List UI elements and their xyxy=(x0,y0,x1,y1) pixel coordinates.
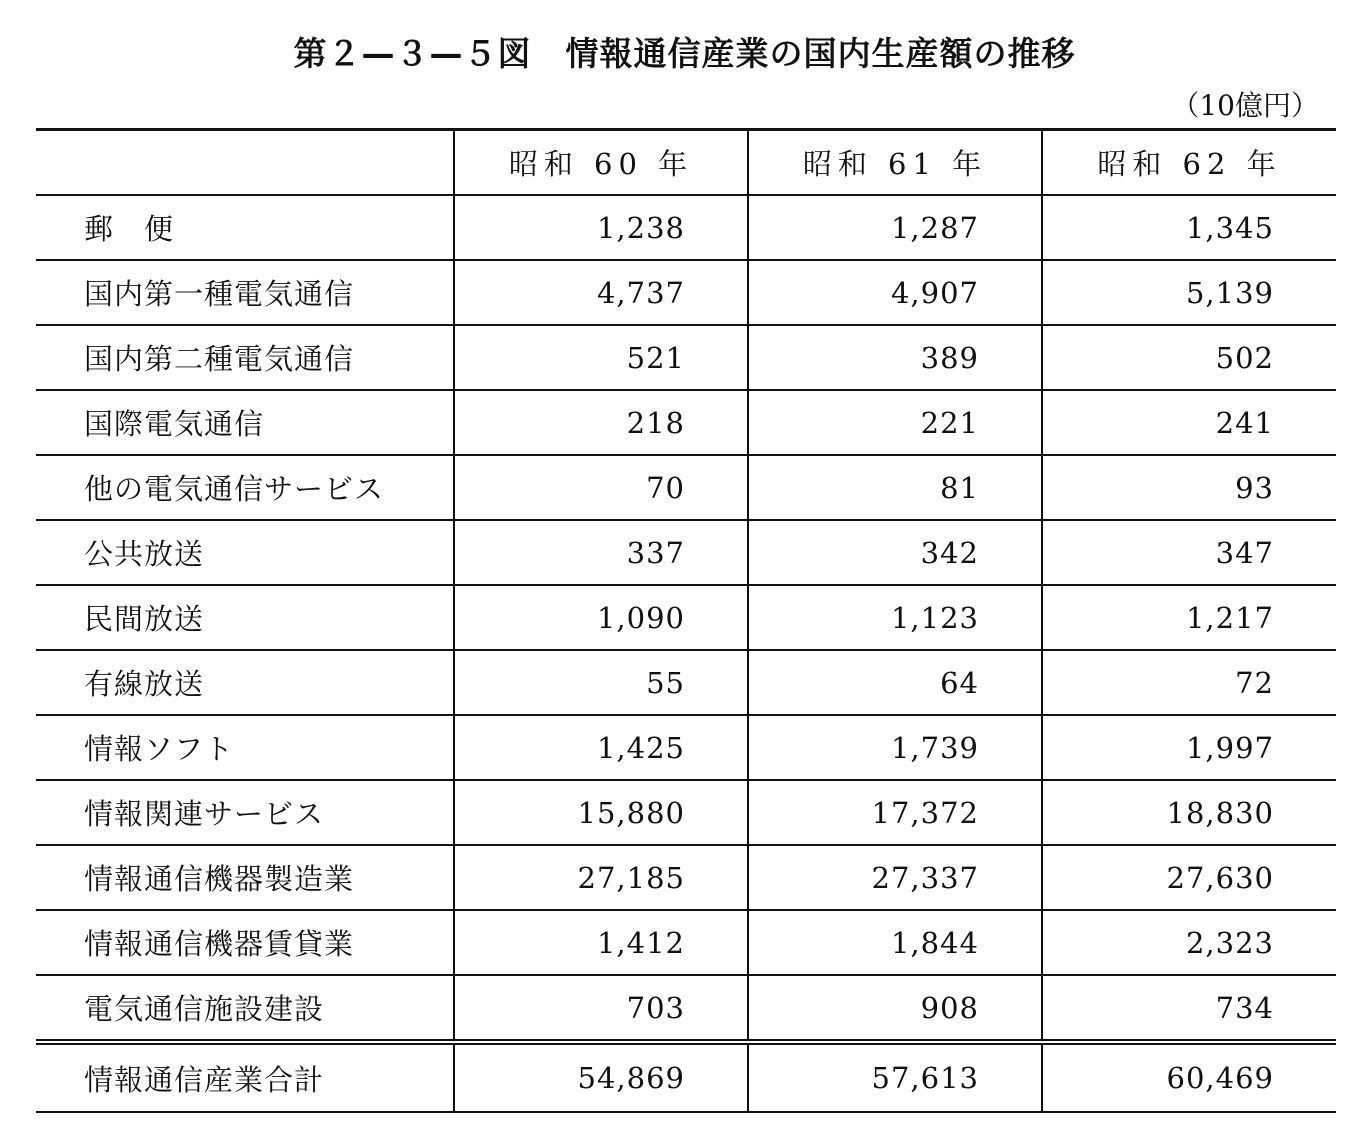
value-cell: 5,139 xyxy=(1042,260,1336,325)
table-row xyxy=(36,195,1336,260)
row-label: 情報通信機器賃貸業 xyxy=(36,910,454,975)
value-cell: 17,372 xyxy=(748,780,1042,845)
table-row xyxy=(36,390,1336,455)
value-cell: 1,997 xyxy=(1042,715,1336,780)
value-cell: 27,337 xyxy=(748,845,1042,910)
value-cell: 1,287 xyxy=(748,195,1042,260)
table-row xyxy=(36,780,1336,845)
row-label: 情報ソフト xyxy=(36,715,454,780)
value-cell: 1,412 xyxy=(454,910,748,975)
table-row xyxy=(36,260,1336,325)
value-cell: 4,907 xyxy=(748,260,1042,325)
table-row xyxy=(36,650,1336,715)
unit-label: （10億円） xyxy=(1171,89,1319,122)
value-cell: 55 xyxy=(454,650,748,715)
value-cell: 27,185 xyxy=(454,845,748,910)
row-label: 民間放送 xyxy=(36,585,454,650)
value-cell: 337 xyxy=(454,520,748,585)
row-label: 他の電気通信サービス xyxy=(36,455,454,520)
value-cell: 70 xyxy=(454,455,748,520)
value-cell: 15,880 xyxy=(454,780,748,845)
row-label: 国内第二種電気通信 xyxy=(36,325,454,390)
value-cell: 1,844 xyxy=(748,910,1042,975)
value-cell: 1,123 xyxy=(748,585,1042,650)
header-cell-year: 昭和 62 年 xyxy=(1042,130,1336,196)
table-row xyxy=(36,520,1336,585)
row-label: 郵 便 xyxy=(36,195,454,260)
value-cell: 521 xyxy=(454,325,748,390)
value-cell: 241 xyxy=(1042,390,1336,455)
value-cell: 221 xyxy=(748,390,1042,455)
value-cell: 4,737 xyxy=(454,260,748,325)
value-cell: 389 xyxy=(748,325,1042,390)
value-cell: 908 xyxy=(748,975,1042,1042)
value-cell: 218 xyxy=(454,390,748,455)
total-row xyxy=(36,1042,1336,1112)
row-label: 情報通信機器製造業 xyxy=(36,845,454,910)
value-cell: 1,090 xyxy=(454,585,748,650)
row-label: 国内第一種電気通信 xyxy=(36,260,454,325)
value-cell: 1,217 xyxy=(1042,585,1336,650)
value-cell: 72 xyxy=(1042,650,1336,715)
value-cell: 64 xyxy=(748,650,1042,715)
value-cell: 502 xyxy=(1042,325,1336,390)
value-cell: 1,739 xyxy=(748,715,1042,780)
total-value-cell: 60,469 xyxy=(1042,1042,1336,1112)
row-label: 有線放送 xyxy=(36,650,454,715)
production-table xyxy=(36,128,1336,1113)
value-cell: 1,425 xyxy=(454,715,748,780)
value-cell: 1,238 xyxy=(454,195,748,260)
total-label: 情報通信産業合計 xyxy=(36,1042,454,1112)
header-cell-year: 昭和 61 年 xyxy=(748,130,1042,196)
value-cell: 93 xyxy=(1042,455,1336,520)
table-row xyxy=(36,715,1336,780)
value-cell: 342 xyxy=(748,520,1042,585)
value-cell: 703 xyxy=(454,975,748,1042)
table-row xyxy=(36,845,1336,910)
table-row xyxy=(36,910,1336,975)
value-cell: 2,323 xyxy=(1042,910,1336,975)
table-row xyxy=(36,585,1336,650)
value-cell: 18,830 xyxy=(1042,780,1336,845)
row-label: 公共放送 xyxy=(36,520,454,585)
value-cell: 734 xyxy=(1042,975,1336,1042)
value-cell: 1,345 xyxy=(1042,195,1336,260)
figure-title: 第２—３—５図 情報通信産業の国内生産額の推移 xyxy=(293,34,1076,73)
row-label: 国際電気通信 xyxy=(36,390,454,455)
total-value-cell: 57,613 xyxy=(748,1042,1042,1112)
row-label: 情報関連サービス xyxy=(36,780,454,845)
value-cell: 27,630 xyxy=(1042,845,1336,910)
value-cell: 81 xyxy=(748,455,1042,520)
table-row xyxy=(36,975,1336,1042)
table-row xyxy=(36,455,1336,520)
total-value-cell: 54,869 xyxy=(454,1042,748,1112)
value-cell: 347 xyxy=(1042,520,1336,585)
header-cell-year: 昭和 60 年 xyxy=(454,130,748,196)
header-cell-blank xyxy=(36,130,454,196)
header-row xyxy=(36,130,1336,196)
row-label: 電気通信施設建設 xyxy=(36,975,454,1042)
table-row xyxy=(36,325,1336,390)
